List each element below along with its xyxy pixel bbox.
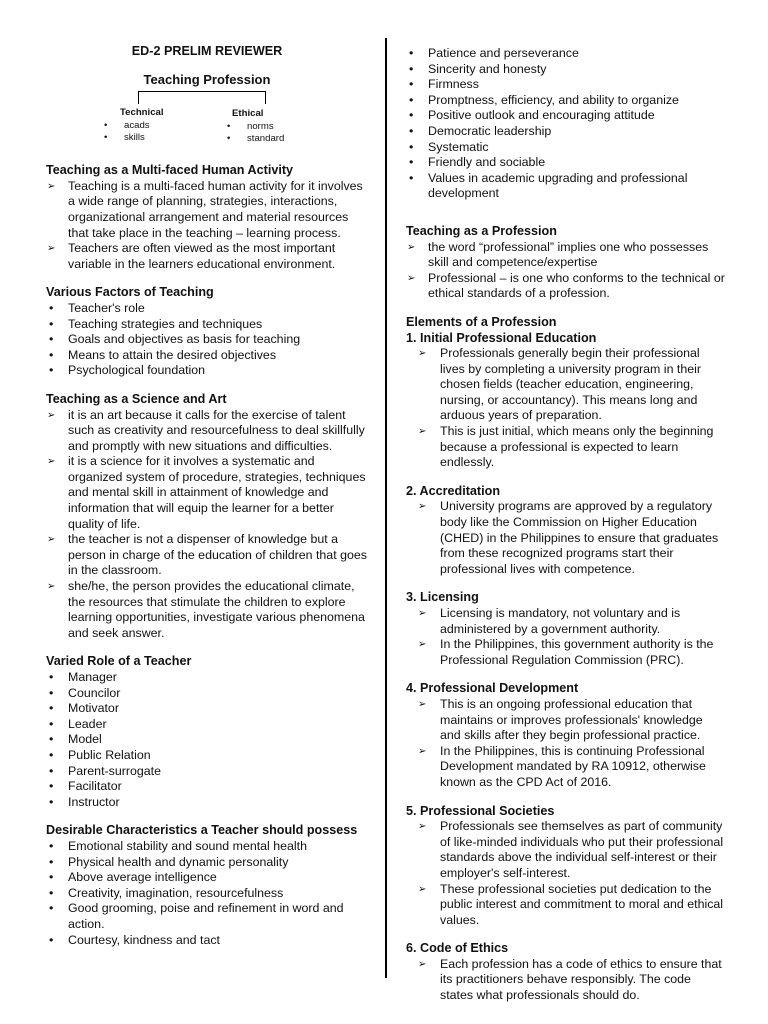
list-item: • Values in academic upgrading and professional development	[406, 171, 726, 202]
list-item: ➢ Professionals see themselves as part of community of like-minded individuals who put their professional standards above the individual self-interest or their employer's self-interest.	[406, 819, 726, 881]
document-title: ED-2 PRELIM REVIEWER	[131, 44, 283, 58]
list-item: • Leader	[46, 717, 368, 733]
section-heading: Teaching as a Science and Art	[46, 391, 227, 406]
section-roles	[46, 654, 368, 810]
list-item: • Courtesy, kindness and tact	[46, 933, 368, 949]
section-elements	[406, 315, 726, 1004]
section-heading: Teaching as a Multi-faced Human Activity	[46, 163, 294, 178]
section-heading: Desirable Characteristics a Teacher should possess	[46, 823, 358, 838]
list-item: • Sincerity and honesty	[406, 62, 726, 78]
list-item: ➢ the teacher is not a dispenser of knowledge but a person in charge of the education of children that goes in the classroom.	[46, 532, 368, 579]
list-item: • Model	[46, 732, 368, 748]
subsection-heading: 1. Initial Professional Education	[406, 330, 597, 345]
list-item: ➢ This is an ongoing professional education that maintains or improves professionals' knowledge and skills after they begin professional practice.	[406, 697, 726, 744]
section-characteristics-continued	[406, 46, 726, 202]
section-heading: Elements of a Profession	[406, 314, 557, 329]
branch-item: • skills	[104, 132, 150, 145]
list-item: ➢ Licensing is mandatory, not voluntary and is administered by a government authority.	[406, 606, 726, 637]
branch-label: Technical	[120, 107, 164, 119]
list-item: • Parent-surrogate	[46, 764, 368, 780]
list-item: ➢ University programs are approved by a regulatory body like the Commission on Higher Education (CHED) in the Philippines to ensure that graduates from these recognized programs start their professional lives with competence.	[406, 499, 726, 577]
list-item: • Goals and objectives as basis for teaching	[46, 332, 368, 348]
section-characteristics	[46, 823, 368, 948]
subsection-heading: 2. Accreditation	[406, 483, 501, 498]
tree-branch-ethical	[232, 108, 289, 146]
list-item: ➢ This is just initial, which means only the beginning because a professional is expected to learn endlessly.	[406, 424, 726, 471]
tree-title: Teaching Profession	[143, 71, 271, 87]
section-factors	[46, 285, 368, 379]
list-item: • Teacher's role	[46, 301, 368, 317]
section-heading: Various Factors of Teaching	[46, 285, 214, 300]
branch-item: • acads	[104, 120, 150, 133]
section-profession	[406, 224, 726, 302]
list-item: • Psychological foundation	[46, 363, 368, 379]
subsection-heading: 3. Licensing	[406, 590, 479, 605]
element-professional-societies	[406, 804, 726, 929]
list-item: • Firmness	[406, 77, 726, 93]
list-item: • Promptness, efficiency, and ability to organize	[406, 93, 726, 109]
subsection-heading: 5. Professional Societies	[406, 803, 555, 818]
list-item: ➢ Professional – is one who conforms to the technical or ethical standards of a profession.	[406, 271, 726, 302]
branch-item: • standard	[227, 133, 284, 146]
subsection-heading: 6. Code of Ethics	[406, 941, 509, 956]
list-item: • Creativity, imagination, resourcefulness	[46, 886, 368, 902]
section-heading: Teaching as a Profession	[406, 223, 557, 238]
column-divider	[385, 38, 387, 978]
list-item: ➢ Professionals generally begin their professional lives by completing a university program in their chosen fields (teacher education, engineering, nursing, or accountancy). This means long and arduous years of preparation.	[406, 346, 726, 424]
tree-connector	[138, 91, 266, 104]
tree-branch-technical	[120, 107, 166, 145]
list-item: • Physical health and dynamic personality	[46, 855, 368, 871]
branch-item: • norms	[227, 121, 284, 134]
list-item: ➢ the word “professional” implies one who possesses skill and competence/expertise	[406, 240, 726, 271]
branch-label: Ethical	[232, 108, 264, 120]
profession-tree-diagram	[46, 87, 368, 163]
list-item: ➢ Teaching is a multi-faced human activity for it involves a wide range of planning, strategies, interactions, organizational arrangement and material resources that take place in the teaching – learning process.	[46, 179, 368, 241]
list-item: • Above average intelligence	[46, 870, 368, 886]
list-item: ➢ In the Philippines, this government authority is the Professional Regulation Commission (PRC).	[406, 637, 726, 668]
section-science-art	[46, 392, 368, 642]
list-item: ➢ In the Philippines, this is continuing Professional Development mandated by RA 10912, otherwise known as the CPD Act of 2016.	[406, 744, 726, 791]
list-item: • Good grooming, poise and refinement in word and action.	[46, 901, 368, 932]
list-item: • Emotional stability and sound mental health	[46, 839, 368, 855]
element-professional-development	[406, 681, 726, 790]
list-item: ➢ These professional societies put dedication to the public interest and commitment to moral and ethical values.	[406, 882, 726, 929]
list-item: • Facilitator	[46, 779, 368, 795]
list-item: • Patience and perseverance	[406, 46, 726, 62]
list-item: • Councilor	[46, 686, 368, 702]
element-code-of-ethics	[406, 941, 726, 1003]
list-item: ➢ Teachers are often viewed as the most important variable in the learners educational environment.	[46, 241, 368, 272]
list-item: ➢ she/he, the person provides the educational climate, the resources that stimulate the children to explore learning opportunities, investigate various phenomena and seek answer.	[46, 579, 368, 641]
element-accreditation	[406, 484, 726, 578]
list-item: • Motivator	[46, 701, 368, 717]
element-licensing	[406, 590, 726, 668]
list-item: • Public Relation	[46, 748, 368, 764]
element-initial-education	[406, 331, 726, 471]
list-item: • Means to attain the desired objectives	[46, 348, 368, 364]
right-column	[406, 46, 726, 1017]
list-item: ➢ it is a science for it involves a systematic and organized system of procedure, strategies, techniques and mental skill in attainment of knowledge and information that will equip the learner for a better quality of life.	[46, 454, 368, 532]
list-item: • Instructor	[46, 795, 368, 811]
list-item: • Democratic leadership	[406, 124, 726, 140]
section-multi-faced	[46, 163, 368, 272]
list-item: • Positive outlook and encouraging attitude	[406, 108, 726, 124]
list-item: • Teaching strategies and techniques	[46, 317, 368, 333]
list-item: ➢ Each profession has a code of ethics to ensure that its practitioners behave responsibly. The code states what professionals should do.	[406, 957, 726, 1004]
subsection-heading: 4. Professional Development	[406, 681, 579, 696]
list-item: • Systematic	[406, 140, 726, 156]
list-item: ➢ it is an art because it calls for the exercise of talent such as creativity and resourcefulness to deal skillfully and promptly with new situations and difficulties.	[46, 408, 368, 455]
list-item: • Friendly and sociable	[406, 155, 726, 171]
list-item: • Manager	[46, 670, 368, 686]
left-column	[46, 44, 368, 961]
section-heading: Varied Role of a Teacher	[46, 654, 192, 669]
